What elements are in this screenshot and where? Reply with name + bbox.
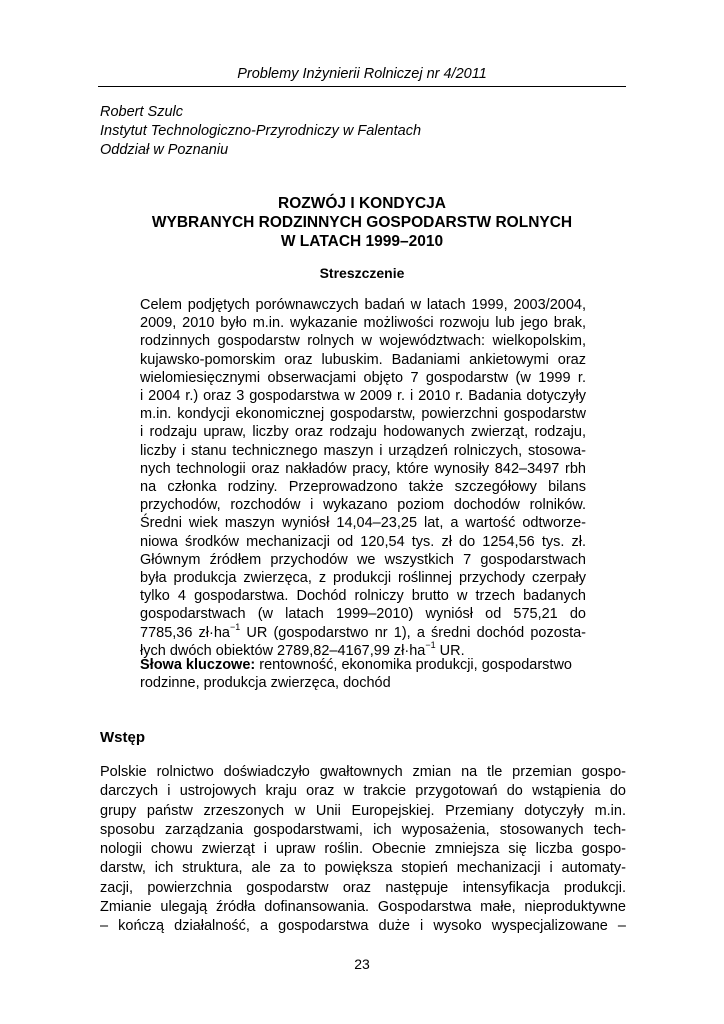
abstract-text: 7785,36 zł·ha — [140, 624, 230, 641]
superscript: −1 — [425, 640, 436, 651]
abstract-text: UR (gospodarstwo nr 1), a średni dochód pozosta- — [240, 624, 586, 641]
author-institute: Instytut Technologiczno-Przyrodniczy w Falentach — [100, 123, 422, 139]
abstract-line: Głównym źródłem przychodów we wszystkich 7 gospodarstwach — [140, 551, 586, 568]
title-line: WYBRANYCH RODZINNYCH GOSPODARSTW ROLNYCH — [151, 214, 573, 231]
author-department: Oddział w Poznaniu — [100, 142, 229, 158]
abstract-line: Celem podjętych porównawczych badań w latach 1999, 2003/2004, — [140, 297, 586, 313]
abstract-line: wielomiesięcznymi obserwacjami objęto 7 gospodarstw (w 1999 r. — [140, 369, 586, 386]
abstract-body — [140, 296, 586, 660]
abstract-line: nych technologii oraz nakładów pracy, które wynosiły 842–3497 rbh — [140, 460, 586, 477]
intro-body — [100, 763, 626, 937]
keywords-line — [140, 656, 586, 674]
intro-line: zacji, powierzchnia gospodarstw oraz następuje intensyfikacja produkcji. — [100, 879, 626, 896]
keywords-line: rodzinne, produkcja zwierzęca, dochód — [140, 675, 391, 692]
journal-header: Problemy Inżynierii Rolniczej nr 4/2011 — [237, 66, 487, 82]
abstract-text: UR. — [435, 642, 465, 659]
abstract-line: i 2004 r.) oraz 3 gospodarstwa w 2009 r. i 2010 r. Badania dotyczyły — [140, 388, 586, 405]
superscript: −1 — [229, 621, 241, 632]
intro-line: Polskie rolnictwo doświadczyło gwałtownych zmian na tle przemian gospo- — [100, 764, 626, 780]
intro-line: darstw, ich struktura, ale za to powiększa stopień mechanizacji i automaty- — [100, 860, 626, 877]
paper-title — [98, 194, 626, 251]
page-number: 23 — [354, 956, 370, 972]
keywords-label: Słowa kluczowe: — [140, 657, 256, 673]
abstract-line: na członka rodziny. Przeprowadzono także szczegółowy bilans — [140, 479, 586, 496]
header-rule — [98, 86, 626, 87]
abstract-heading: Streszczenie — [319, 265, 405, 281]
abstract-line — [140, 621, 586, 642]
title-line: W LATACH 1999–2010 — [280, 233, 444, 250]
author-name: Robert Szulc — [100, 104, 184, 120]
intro-line: grupy państw zrzeszonych w Unii Europejskiej. Przemiany dotyczyły m.in. — [100, 802, 626, 819]
intro-line: sposobu zarządzania gospodarstwami, ich wyposażenia, stosowanych tech- — [100, 821, 626, 838]
abstract-line: i rodzaju upraw, liczby oraz rodzaju hodowanych zwierząt, rodzaju, — [140, 424, 586, 441]
intro-line: – kończą działalność, a gospodarstwa duże i wysoko wyspecjalizowane – — [100, 918, 626, 935]
intro-line: nologii chowu zwierząt i upraw roślin. Obecnie zmniejsza się liczba gospo- — [100, 841, 626, 858]
abstract-line: rodzinnych gospodarstw rolnych w województwach: wielkopolskim, — [140, 333, 586, 350]
abstract-line: tylko 4 gospodarstwa. Dochód rolniczy brutto w trzech badanych — [140, 588, 586, 605]
abstract-line: liczby i stanu technicznego maszyn i urządzeń rolniczych, stosowa- — [140, 442, 586, 459]
abstract-line: przychodów, rozchodów i wykazano poziom dochodów rolników. — [140, 497, 586, 514]
abstract-line: niowa środków mechanizacji od 120,54 tys. zł do 1254,56 tys. zł. — [140, 533, 586, 550]
abstract-text: łych dwóch obiektów 2789,82–4167,99 zł·ha — [140, 642, 426, 659]
intro-line: darczych i ustrojowych kraju oraz w trakcie przygotowań do wstąpienia do — [100, 783, 626, 800]
section-heading-intro: Wstęp — [100, 729, 145, 746]
abstract-line: 2009, 2010 było m.in. wykazanie możliwości rozwoju lub jego brak, — [140, 315, 586, 332]
abstract-line: gospodarstwach (w latach 1999–2010) wyniósł od 575,21 do — [140, 606, 586, 623]
keywords-block — [140, 656, 586, 692]
abstract-line: m.in. kondycji ekonomicznej gospodarstw, powierzchni gospodarstw — [140, 406, 586, 423]
intro-line: Zmianie ulegają źródła dofinansowania. Gospodarstwa małe, nieproduktywne — [100, 899, 626, 916]
abstract-line: kujawsko-pomorskim oraz lubuskim. Badaniami ankietowymi oraz — [140, 351, 586, 368]
author-block — [100, 103, 421, 160]
abstract-line: Średni wiek maszyn wyniósł 14,04–23,25 lat, a wartość odtworze- — [140, 515, 586, 532]
keywords-text: rentowność, ekonomika produkcji, gospodarstwo — [255, 657, 572, 673]
title-line: ROZWÓJ I KONDYCJA — [278, 195, 446, 212]
abstract-line: była produkcja zwierzęca, z produkcji roślinnej przychody czerpały — [140, 570, 586, 587]
